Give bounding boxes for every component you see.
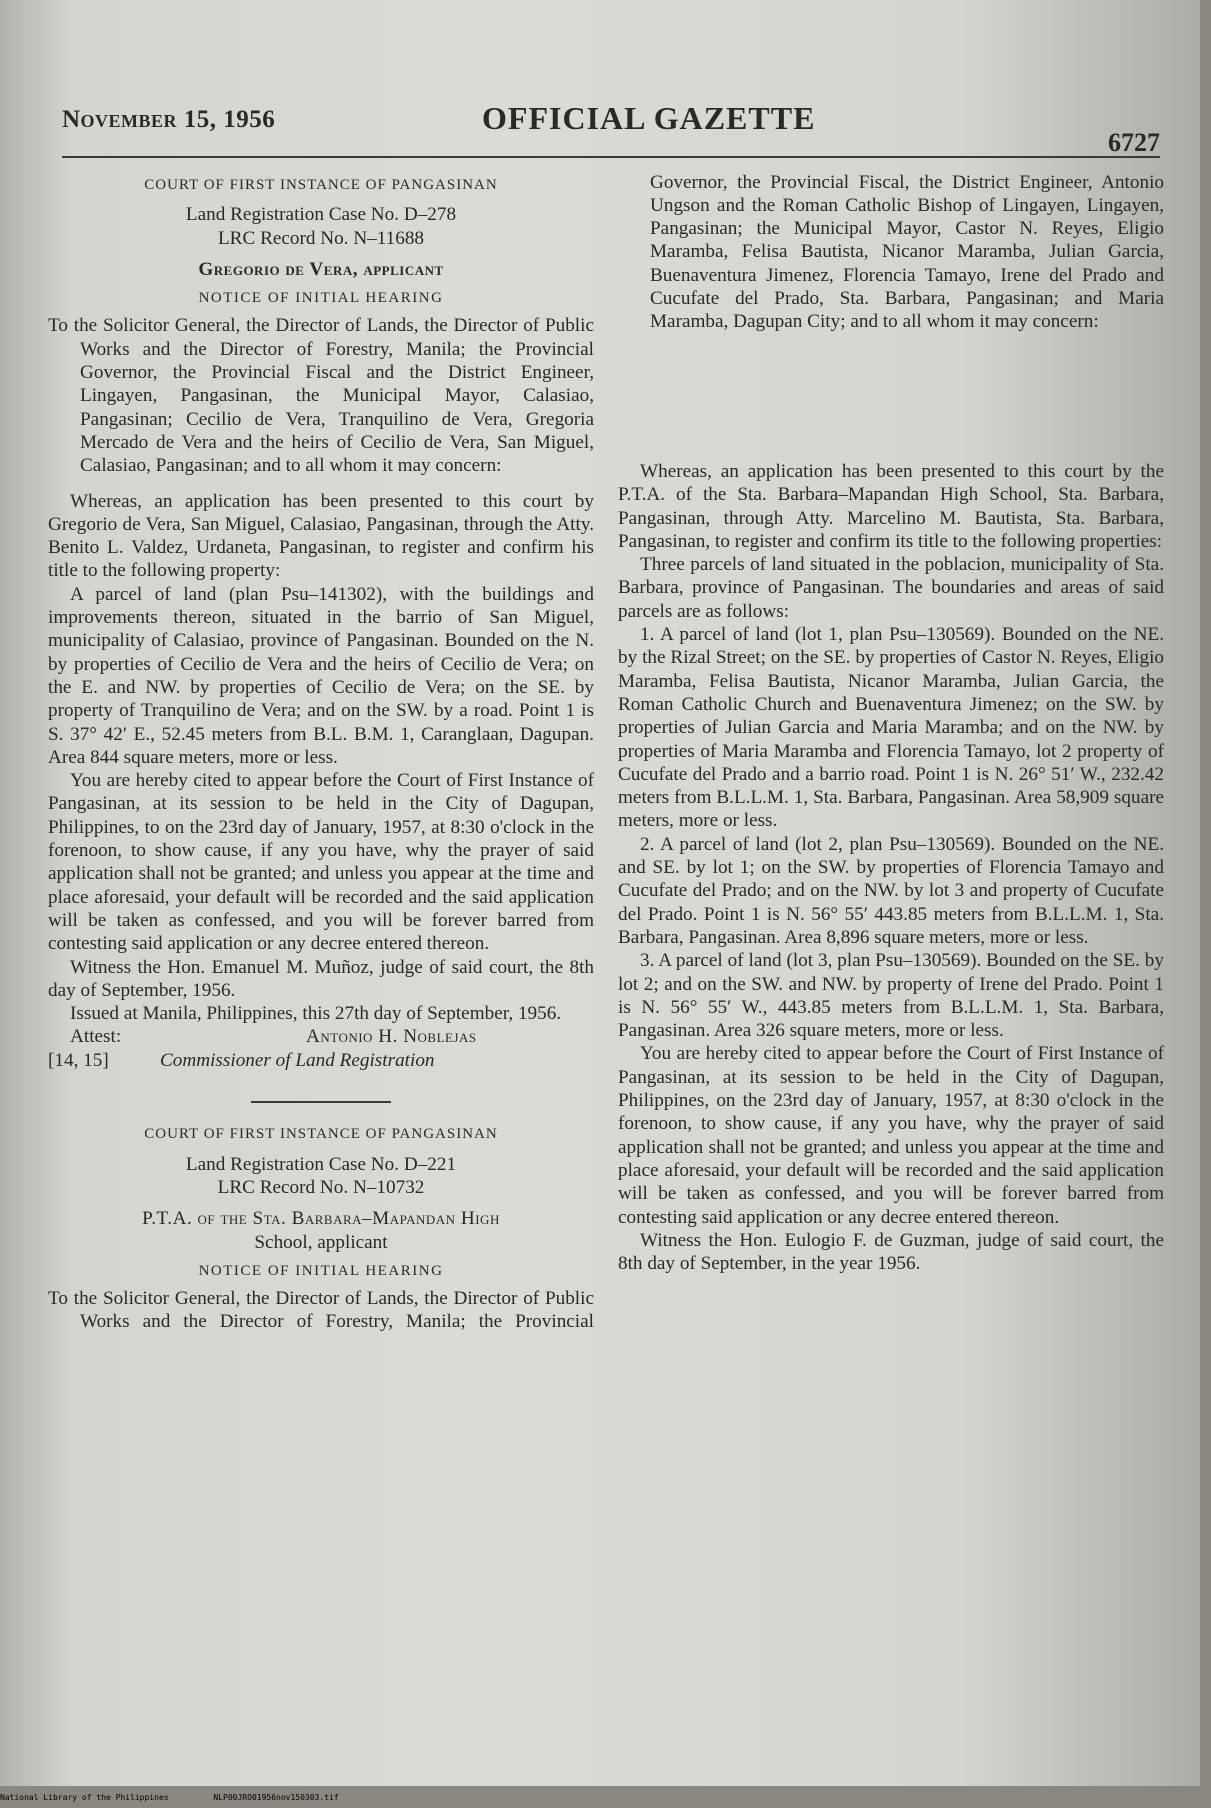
notice1-lrc-record: LRC Record No. N–11688	[217, 227, 425, 249]
notice1-issued: Issued at Manila, Philippines, this 27th day of September, 1956.	[70, 1003, 562, 1025]
notice2-applicant-line2: School, applicant	[254, 1231, 388, 1253]
header-rule	[62, 156, 1160, 158]
notice2-citation: You are hereby cited to appear before the Court of First Instance of Pangasinan, at its session to be held in the City of Dagupan, Philippines, on the 23rd day of January, 1957, at 8:30 o'clock in the forenoon, to show cause, if any you have, why the prayer of said application shall not be granted; and unless you appear at the time and place aforesaid, your default will be recorded and the said application will be taken as confessed, and you will be forever barred from contesting said application or any decree entered thereon.	[618, 1043, 1164, 1228]
left-column	[48, 170, 594, 1333]
notice1-witness: Witness the Hon. Emanuel M. Muñoz, judge of said court, the 8th day of September, 1956.	[48, 956, 594, 1001]
notice1-property: A parcel of land (plan Psu–141302), with the buildings and improvements thereon, situated in the barrio of San Miguel, municipality of Calasiao, province of Pangasinan. Bounded on the N. by properties of Cecilio de Vera and the heirs of Cecilio de Vera; on the E. and NW. by properties of Cecilio de Vera; on the SE. by property of Tranquilino de Vera; and on the SW. by a road. Point 1 is S. 37° 42′ E., 52.45 meters from B.L. B.M. 1, Caranglaan, Dagupan. Area 844 square meters, more or less.	[48, 583, 594, 768]
notice1-citation: You are hereby cited to appear before the Court of First Instance of Pangasinan, at its session to be held in the City of Dagupan, Philippines, to on the 23rd day of January, 1957, at 8:30 o'clock in the forenoon, to show cause, if any you have, why the prayer of said application shall not be granted; and unless you appear at the time and place aforesaid, your default will be recorded and the said application will be taken as confessed, and you will be forever barred from contesting said application or any decree entered thereon.	[48, 770, 594, 955]
notice1-whereas: Whereas, an application has been presented to this court by Gregorio de Vera, San Miguel, Calasiao, Pangasinan, through the Atty. Benito L. Valdez, Urdaneta, Pangasinan, to register and confirm his title to the following property:	[48, 490, 594, 582]
notice2-lot2: 2. A parcel of land (lot 2, plan Psu–130569). Bounded on the NE. and SE. by lot 1; on the SW. by properties of Florencia Tamayo and Cucufate del Prado; and on the NW. by lot 3 and property of Cucufate del Prado. Point 1 is N. 56° 55′ 443.85 meters from B.L.L.M. 1, Sta. Barbara, Pangasinan. Area 8,896 square meters, more or less.	[618, 833, 1164, 948]
page-header	[62, 100, 1160, 157]
notice2-addressees-continued	[618, 170, 1164, 446]
right-column	[618, 170, 1164, 1275]
notice2-case-number: Land Registration Case No. D–221	[185, 1153, 457, 1175]
notice2-court: COURT OF FIRST INSTANCE OF PANGASINAN	[144, 1126, 498, 1143]
notice2-applicant-line1: P.T.A. of the Sta. Barbara–Mapandan High	[142, 1208, 500, 1230]
notice2-lot3: 3. A parcel of land (lot 3, plan Psu–130569). Bounded on the SE. by lot 2; and on the SW. and NW. by property of Irene del Prado. Point 1 is N. 56° 55′ W., 443.85 meters from B.L.L.M. 1, Sta. Barbara, Pangasinan. Area 326 square meters, more or less.	[618, 950, 1164, 1042]
notice1-attestation	[48, 1025, 594, 1073]
notice2-addressees: To the Solicitor General, the Director of Lands, the Director of Public Works and the Director of Forestry, Manila; the Provincial	[48, 1288, 594, 1333]
notice2-lot1: 1. A parcel of land (lot 1, plan Psu–130569). Bounded on the NE. by the Rizal Street; on the SE. by properties of Castor N. Reyes, Eligio Maramba, Felisa Bautista, Nicanor Maramba, Julian Garcia, the Roman Catholic Church and Buenaventura Jimenez; on the SW. by properties of Julian Garcia and Maria Maramba; and on the NW. by properties of Maria Maramba and Florencia Tamayo, lot 2 property of Cucufate del Prado and a barrio road. Point 1 is N. 26° 51′ W., 232.42 meters from B.L.L.M. 1, Sta. Barbara, Pangasinan. Area 58,909 square meters, more or less.	[618, 624, 1164, 832]
scan-footer	[0, 1793, 339, 1802]
notice2-title: NOTICE OF INITIAL HEARING	[198, 1262, 444, 1279]
section-divider	[251, 1101, 391, 1103]
attest-name: Antonio H. Noblejas	[306, 1026, 477, 1048]
footer-library: National Library of the Philippines	[0, 1793, 169, 1802]
notice1-title: NOTICE OF INITIAL HEARING	[198, 290, 444, 307]
notice2-addressees-cont: Governor, the Provincial Fiscal, the District Engineer, Antonio Ungson and the Roman Catholic Bishop of Lingayen, Lingayen, Pangasinan; the Municipal Mayor, Castor N. Reyes, Eligio Maramba, Felisa Bautista, Nicanor Maramba, Julian Garcia, Buenaventura Jimenez, Florencia Tamayo, Irene del Prado and Cucufate del Prado, Sta. Barbara, Pangasinan; and Maria Maramba, Dagupan City; and to all whom it may concern:	[650, 171, 1164, 333]
notice2-lrc-record: LRC Record No. N–10732	[217, 1176, 425, 1198]
notice1-applicant: Gregorio de Vera, applicant	[198, 258, 444, 280]
page-number: 6727	[1108, 128, 1160, 157]
attest-label: Attest:	[70, 1026, 122, 1048]
issue-date: November 15, 1956	[62, 106, 276, 133]
notice1-addressees: To the Solicitor General, the Director of Lands, the Director of Public Works and the Director of Forestry, Manila; the Provincial Governor, the Provincial Fiscal and the District Engineer, Lingayen, Pangasinan, the Municipal Mayor, Calasiao, Pangasinan; Cecilio de Vera, Tranquilino de Vera, Gregoria Mercado de Vera and the heirs of Cecilio de Vera, San Miguel, Calasiao, Pangasinan; and to all whom it may concern:	[48, 315, 594, 477]
notice2-witness: Witness the Hon. Eulogio F. de Guzman, judge of said court, the 8th day of September, in the year 1956.	[618, 1229, 1164, 1275]
notice1-case-number: Land Registration Case No. D–278	[185, 204, 457, 226]
footer-filename: NLP00JRO01956nov150303.tif	[213, 1793, 339, 1802]
notice2-whereas: Whereas, an application has been presented to this court by the P.T.A. of the Sta. Barbara–Mapandan High School, Sta. Barbara, Pangasinan, through Atty. Marcelino M. Bautista, Sta. Barbara, Pangasinan, to register and confirm its title to the following properties:	[618, 461, 1164, 552]
attest-title: Commissioner of Land Registration	[160, 1050, 435, 1072]
publication-title: OFFICIAL GAZETTE	[482, 100, 816, 136]
notice1-court: COURT OF FIRST INSTANCE OF PANGASINAN	[144, 177, 498, 193]
notice2-properties: Three parcels of land situated in the poblacion, municipality of Sta. Barbara, province of Pangasinan. The boundaries and areas of said parcels are as follows:	[618, 554, 1164, 622]
attest-ref: [14, 15]	[48, 1050, 109, 1072]
